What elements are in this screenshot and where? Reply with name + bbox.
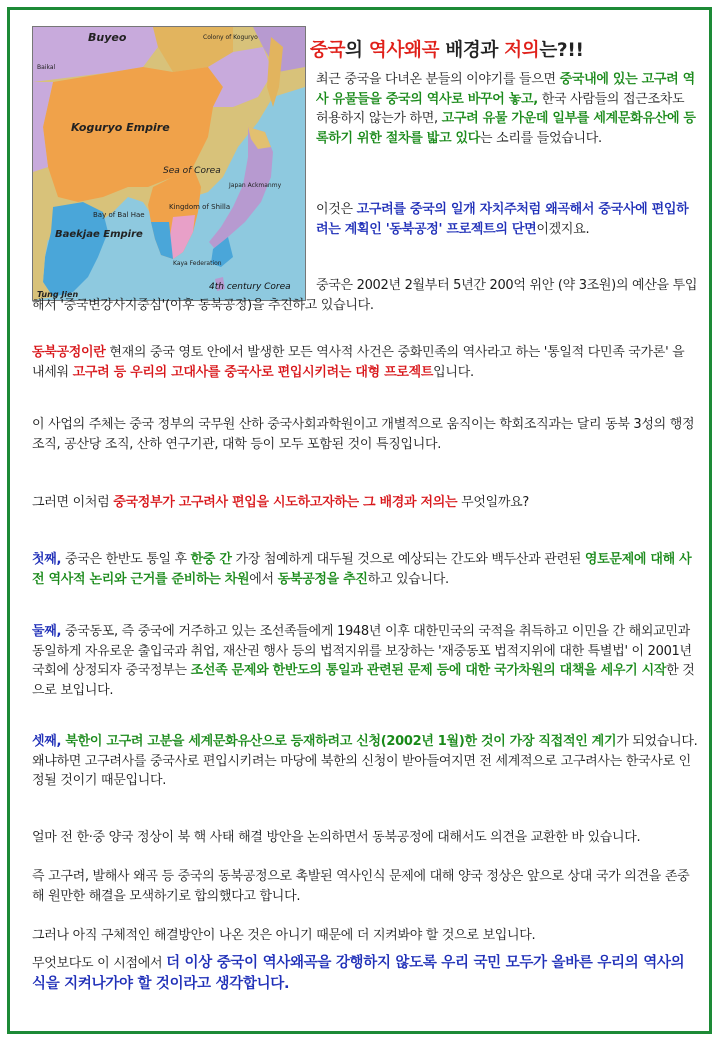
map-title: 4th century Corea: [209, 282, 291, 292]
title-part: 저의: [504, 40, 540, 61]
text-highlight: 고구려 유물 가운데 일부를 세계문화유산에 등록하기 위한 절차를 밟고 있다: [316, 111, 696, 146]
page-title: [310, 36, 715, 62]
text: 가장 첨예하게 대두될 것으로 예상되는 간도와 백두산과 관련된: [231, 552, 585, 567]
paragraph-12: [32, 926, 698, 946]
paragraph-13: [32, 953, 698, 995]
paragraph-10: [32, 828, 698, 848]
text: 하고 있습니다.: [367, 571, 449, 587]
paragraph-5: [32, 415, 698, 454]
text: 입니다.: [433, 364, 474, 380]
text: 에서: [249, 571, 278, 587]
map-label-japan: Japan Ackmanmy: [229, 182, 282, 189]
page-frame: [7, 7, 712, 1034]
text: 이것은: [316, 202, 357, 217]
text: 즉 고구려, 발해사 왜곡 등 중국의 동북공정으로 촉발된 역사인식 문제에 대해 양국 정상은 앞으로 상대 국가 의견을 존중해 원만한 해결을 모색하기로 합의했다고 합니다.: [32, 869, 690, 904]
title-part: 는?!!: [539, 40, 584, 61]
map-label-kaya: Kaya Federation: [173, 260, 222, 267]
text: 중국은 한반도 통일 후: [61, 552, 191, 567]
text: 무엇보다도 이 시점에서: [32, 956, 167, 971]
paragraph-4: [32, 343, 698, 382]
text: 현재의 중국 영토 안에서 발생한 모든 역사적 사건은 중화민족의 역사라고 하는 '통일적 다민족 국가론' 을 내세워: [32, 345, 685, 380]
text-highlight: 중국내에 있는 고구려 역사 유물들을 중국의 역사로 바꾸어 놓고,: [316, 72, 695, 107]
text: 이겠지요.: [536, 221, 590, 237]
text: 이 사업의 주체는 중국 정부의 국무원 산하 중국사회과학원이고 개별적으로 움직이는 학회조직과는 달리 동북 3성의 행정조직, 공산당 조직, 산하 연구기관, 대학 등이 모두 포함된 것이 특징입니다.: [32, 417, 695, 452]
text: 그러나 아직 구체적인 해결방안이 나온 것은 아니기 때문에 더 지켜봐야 할 것으로 보입니다.: [32, 928, 536, 943]
text: 얼마 전 한·중 양국 정상이 북 핵 사태 해결 방안을 논의하면서 동북공정에 대해서도 의견을 교환한 바 있습니다.: [32, 830, 641, 845]
map-label-sea: Sea of Corea: [163, 166, 221, 176]
text-highlight: 더 이상 중국이 역사왜곡을 강행하지 않도록 우리 국민 모두가 올바른 우리의 역사의식을 지켜나가야 할 것이라고 생각합니다.: [32, 955, 685, 992]
title-part: 의: [345, 40, 369, 61]
title-part: 역사왜곡: [368, 40, 440, 61]
text-highlight: 한중 간: [190, 552, 232, 567]
text-highlight: 중국정부가 고구려사 편입을 시도하고자하는 그 배경과 저의는: [113, 495, 458, 510]
title-part: 과: [480, 40, 505, 61]
paragraph-8: [32, 622, 698, 700]
text: 한 것으로 보입니다.: [32, 663, 695, 698]
map-label-koguryo: Koguryo Empire: [71, 121, 170, 134]
text: 무엇일까요?: [457, 495, 530, 510]
text-highlight: 영토문제에 대해 사전 역사적 논리와 근거를 준비하는 차원: [32, 552, 692, 587]
text: 는 소리를 들었습니다.: [480, 130, 602, 146]
paragraph-11: [32, 867, 698, 906]
text-highlight: 셋째,: [32, 734, 62, 749]
paragraph-1: [316, 70, 698, 148]
paragraph-2: [316, 200, 698, 239]
paragraph-7: [32, 550, 698, 589]
map-label-tung-jien: Tung Jien: [37, 290, 79, 299]
text-highlight: 첫째,: [32, 552, 62, 567]
text-highlight: 조선족 문제와 한반도의 통일과 관련된 문제 등에 대한 국가차원의 대책을 세우기 시작: [190, 663, 667, 678]
text: 그러면 이처럼: [32, 495, 114, 510]
text: 가 되었습니다. 왜냐하면 고구려사를 중국사로 편입시키려는 마당에 북한의 신청이 받아들여지면 전 세계적으로 고구려사는 한국사로 인정될 것이기 때문입니다.: [32, 734, 698, 788]
map-label-bay: Bay of Bal Hae: [93, 211, 145, 219]
map-label-baekjae: Baekjae Empire: [55, 229, 143, 240]
text: 중국동포, 즉 중국에 거주하고 있는 조선족들에게 1948년 이후 대한민국의 국적을 취득하고 이민을 간 해외교민과 동일하게 자유로운 출입국과 취업, 재산권 행사 등의 법적지위를 보장하는 '재중동포 법적지위에 대한 특별법' 이 2001년 국회에 상정되자 중국정부는: [32, 624, 692, 678]
text-highlight: 동북공정을 추진: [277, 571, 368, 587]
map-label-buyeo: Buyeo: [88, 31, 127, 44]
text: 중국은 2002년 2월부터 5년간 200억 위안 (약 3조원)의 예산을 투입해서 '중국변강사지중심'(이후 동북공정)을 추진하고 있습니다.: [32, 278, 698, 313]
korea-4th-century-map: [32, 26, 306, 301]
map-label-colony: Colony of Koguryo: [203, 34, 258, 41]
title-part: 중국: [310, 40, 346, 61]
text: 한국 사람들의 접근조차도 허용하지 않는가 하면,: [316, 91, 685, 126]
text: 최근 중국을 다녀온 분들의 이야기를 들으면: [316, 72, 560, 87]
text-highlight: 둘째,: [32, 624, 62, 639]
map-image: [33, 27, 305, 300]
map-label-baikal: Baikal: [37, 64, 56, 71]
text-highlight: 동북공정이란: [32, 345, 106, 360]
paragraph-6: [32, 493, 698, 513]
map-label-shilla: Kingdom of Shilla: [169, 203, 231, 211]
title-part: 배경: [439, 40, 481, 61]
text-highlight: 북한이 고구려 고분을 세계문화유산으로 등재하려고 신청(2002년 1월)한 것이 가장 직접적인 계기: [61, 734, 617, 749]
paragraph-3: [32, 276, 698, 315]
text-highlight: 고구려를 중국의 일개 자치주처럼 왜곡해서 중국사에 편입하려는 계획인 '동북공정' 프로젝트의 단면: [316, 202, 689, 237]
text-highlight: 고구려 등 우리의 고대사를 중국사로 편입시키려는 대형 프로젝트: [72, 364, 434, 380]
paragraph-9: [32, 732, 698, 791]
